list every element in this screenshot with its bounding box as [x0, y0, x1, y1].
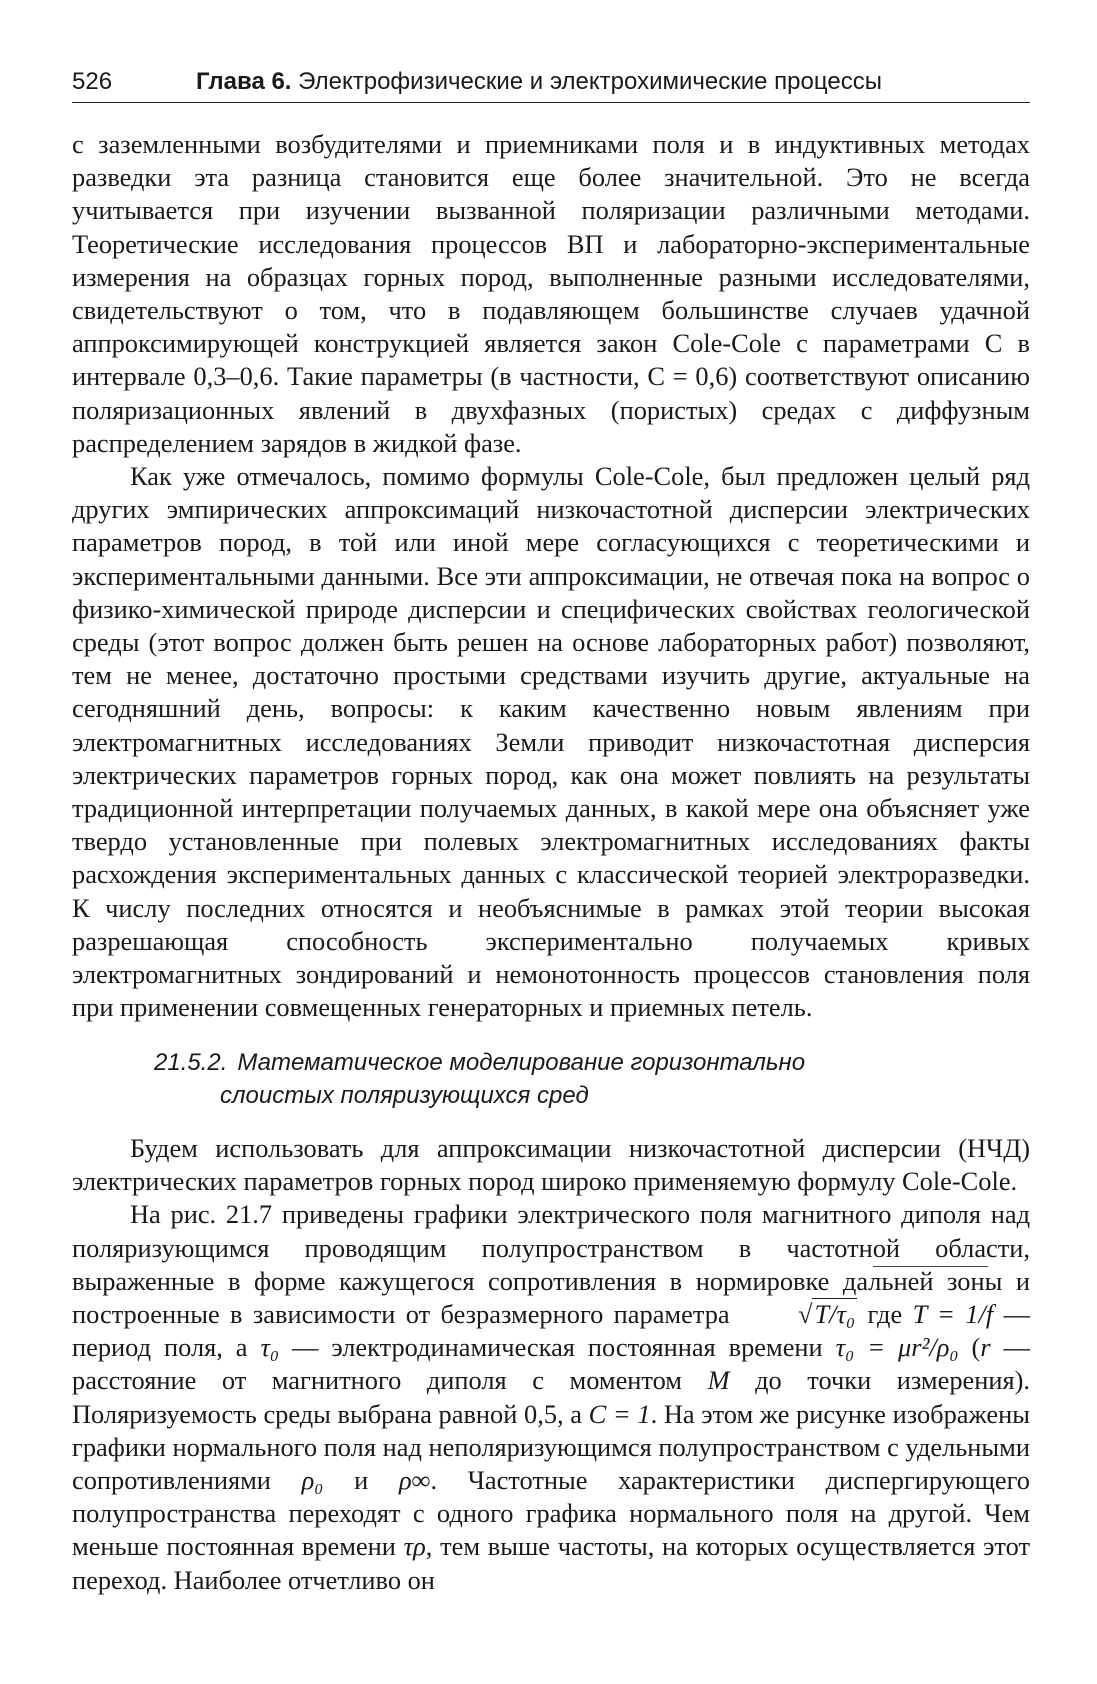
- paragraph-4-text-2: где: [867, 1299, 903, 1330]
- paragraph-4-text-7: до точки измерения). Поляризуемость среды выбрана равной 0,5, а: [72, 1365, 1031, 1429]
- rho-inf-symbol: ρ∞: [398, 1465, 431, 1496]
- paragraph-4-text-5: (: [971, 1332, 981, 1363]
- paragraph-3: Будем использовать для аппроксимации низкочастотной дисперсии (НЧД) электрических параметров горных пород широко применяемую формулу Cole-Cole.: [72, 1133, 1030, 1197]
- header-rule: [72, 102, 1030, 103]
- tau-rho-symbol: τρ: [403, 1531, 426, 1562]
- tau0-equation: τ₀ = μr²/ρ₀: [835, 1332, 959, 1363]
- paragraph-2: Как уже отмечалось, помимо формулы Cole-Cole, был предложен целый ряд других эмпирических аппроксимаций низкочастотной дисперсии электрических параметров пород, в той или иной мере согласующихся с теоретическими и экспериментальными данными. Все эти аппроксимации, не отвечая пока на вопрос о физико-химической природе дисперсии и специфических свойствах геологической среды (этот вопрос должен быть решен на основе лабораторных работ) позволяют, тем не менее, достаточно простыми средствами изучить другие, актуальные на сегодняшний день, вопросы: к каким качественно новым явлениям при электромагнитных исследованиях Земли приводит низкочастотная дисперсия электрических параметров горных пород, как она может повлиять на результаты традиционной интерпретации получаемых данных, в какой мере она объясняет уже твердо установленные при полевых электромагнитных исследованиях факты расхождения экспериментальных данных с классической теорией электроразведки. К числу последних относятся и необъяснимые в рамках этой теории высокая разрешающая способность экспериментально получаемых кривых электромагнитных зондирований и немонотонность процессов становления поля при применении совмещенных генераторных и приемных петель.: [72, 461, 1030, 1023]
- paragraph-4-text-10: . Частотные характеристики диспергирующего полупространства переходят с одного графика нормального поля на другой. Чем меньше постоянная времени: [72, 1465, 1031, 1562]
- paragraph-1: с заземленными возбудителями и приемниками поля и в индуктивных методах разведки эта разница становится еще более значительной. Это не всегда учитывается при изучении вызванной поляризации различными методами. Теоретические исследования процессов ВП и лабораторно-экспериментальные измерения на образцах горных пород, выполненные разными исследователями, свидетельствуют о том, что в подавляющем большинстве случаев удачной аппроксимирующей конструкцией является закон Cole-Cole с параметрами C в интервале 0,3–0,6. Такие параметры (в частности, C = 0,6) соответствуют описанию поляризационных явлений в двухфазных (пористых) средах с диффузным распределением зарядов в жидкой фазе.: [72, 129, 1030, 458]
- paragraph-4-text-8: . На этом же рисунке изображены графики нормального поля над неполяризующимся полупространством с удельными сопротивлениями: [72, 1398, 1030, 1496]
- paragraph-4-text-9: и: [354, 1465, 369, 1496]
- page-number: 526: [72, 68, 113, 95]
- sqrt-radicand: T/τ₀: [814, 1299, 856, 1330]
- section-heading: [0, 1046, 1097, 1112]
- text-block-top: [72, 128, 1030, 1024]
- paragraph-4-text-6: — расстояние от магнитного диполя с моментом: [72, 1332, 1030, 1396]
- rho0-symbol: ρ₀: [301, 1465, 324, 1496]
- text-block-bottom: [72, 1132, 1030, 1597]
- section-heading-line-1: [0, 1046, 1097, 1079]
- tau0-symbol: τ₀: [260, 1332, 280, 1363]
- paragraph-4-text-3: — период поля, а: [72, 1299, 1030, 1363]
- c-equation: C = 1: [588, 1398, 651, 1429]
- section-number: 21.5.2.: [154, 1049, 228, 1076]
- moment-symbol: M: [707, 1365, 730, 1396]
- underline-mark: [873, 1266, 988, 1267]
- paragraph-4-text-11: , тем выше частоты, на которых осуществляется этот переход. Наиболее отчетливо он: [72, 1531, 1030, 1595]
- section-title-line-2: слоистых поляризующихся сред: [220, 1082, 589, 1109]
- chapter-label: Глава 6.: [196, 68, 292, 95]
- sqrt-expression: √T/τ₀: [798, 1299, 856, 1330]
- period-equation: T = 1/f: [912, 1299, 994, 1330]
- running-head: [72, 62, 1032, 102]
- section-title-line-1: Математическое моделирование горизонтально: [237, 1049, 806, 1076]
- paragraph-4: [72, 1198, 1030, 1596]
- paragraph-4-text-1: На рис. 21.7 приведены графики электрического поля магнитного диполя над поляризующимся проводящим полупространством в частотной области, выраженные в форме кажущегося сопротивления в нормировке дальней зоны и построенные в зависимости от безразмерного параметра: [72, 1199, 1030, 1330]
- chapter-title: Электрофизические и электрохимические процессы: [298, 68, 882, 95]
- r-symbol: r: [980, 1332, 991, 1363]
- paragraph-4-text-4: — электродинамическая постоянная времени: [292, 1332, 823, 1363]
